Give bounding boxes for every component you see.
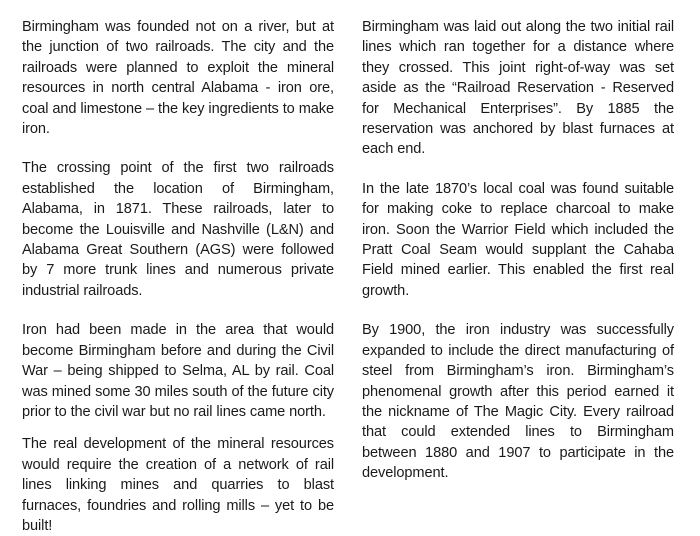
left-text-column xyxy=(22,17,334,536)
right-text-column xyxy=(362,17,674,484)
paragraph-early-iron: Iron had been made in the area that would become Birmingham before and during the Civil War – being shipped to Selma, AL by rail. Coal was mined some 30 miles south of the future city prior to the civil war but no rail lines came north. xyxy=(22,322,334,420)
paragraph-real-development: The real development of the mineral resources would require the creation of a network of rail lines linking mines and quarries to blast furnaces, foundries and rolling mills – yet to be built! xyxy=(22,436,334,534)
paragraph-founding: Birmingham was founded not on a river, but at the junction of two railroads. The city and the railroads were planned to exploit the mineral resources in north central Alabama - iron ore, coal and limestone – the key ingredients to make iron. xyxy=(22,19,334,138)
paragraph-crossing-point: The crossing point of the first two railroads established the location of Birmingham, Alabama, in 1871. These railroads, later to become the Louisville and Nashville (L&N) and Alabama Great Southern (AGS) were followed by 7 more trunk lines and numerous private industrial railroads. xyxy=(22,160,334,299)
paragraph-local-coal: In the late 1870’s local coal was found suitable for making coke to replace charcoal to make iron. Soon the Warrior Field which included the Pratt Coal Seam would supplant the Cahaba Field mined earlier. This enabled the first real growth. xyxy=(362,180,674,299)
paragraph-magic-city: By 1900, the iron industry was successfully expanded to include the direct manufacturing of steel from Birmingham’s iron. Birmingham’s phenomenal growth after this period earned it the nickname of The Magic City. Every railroad that could extended lines to Birmingham between 1880 and 1907 to participate in the development. xyxy=(362,322,674,482)
paragraph-railroad-reservation: Birmingham was laid out along the two initial rail lines which ran together for a distance where they crossed. This joint right-of-way was set aside as the “Railroad Reservation - Reserved for Mechanical Enterprises”. By 1885 the reservation was anchored by blast furnaces at each end. xyxy=(362,19,674,158)
